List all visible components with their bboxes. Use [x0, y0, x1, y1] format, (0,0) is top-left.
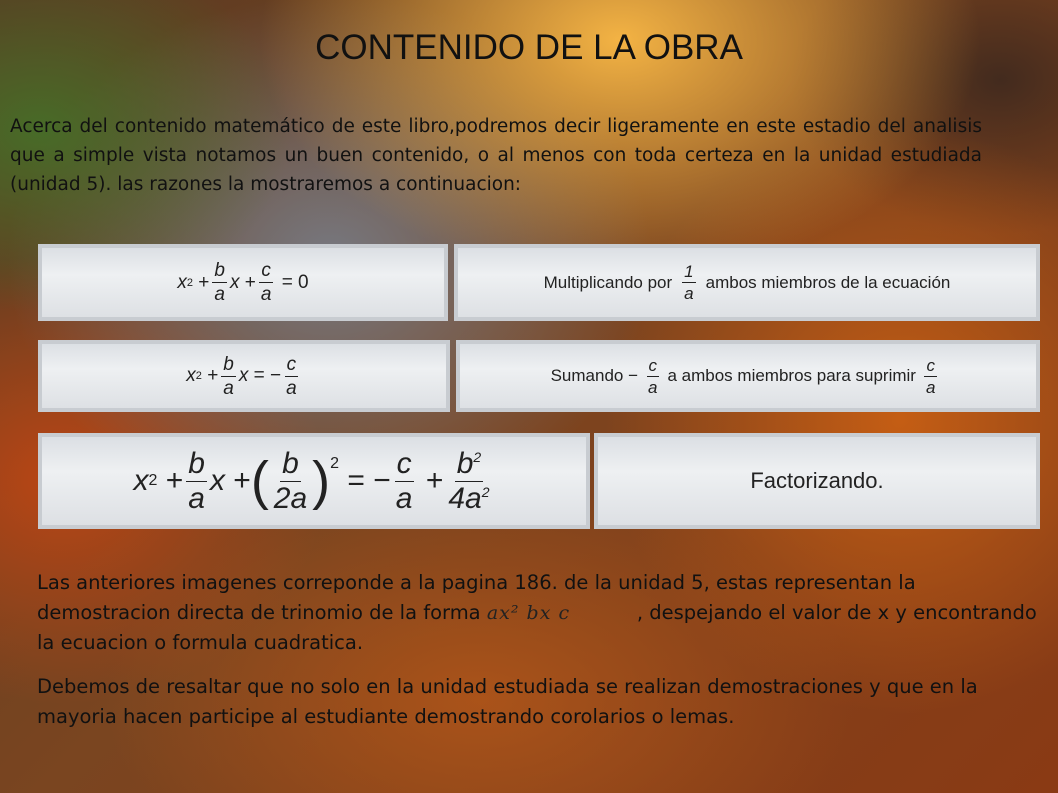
slide-title: CONTENIDO DE LA OBRA	[315, 28, 743, 67]
paragraph-conclusion: Debemos de resaltar que no solo en la unidad estudiada se realizan demostraciones y que en la mayoria hacen participe al estudiante demostrando corolarios o lemas.	[37, 675, 978, 728]
paragraph-explanation: Las anteriores imagenes correponde a la pagina 186. de la unidad 5, estas representan la demostracion directa de trinomio de la forma ax² bx c , despejando el valor de x y encontrando la ecuacion o formula cuadratica.	[37, 571, 1037, 654]
equation-box-1: x 2 + $\frac{b}{a}$ x + $\frac{c}{a}$ = 0	[38, 244, 448, 321]
equation-box-2: x 2 + $\frac{b}{a}$ x = − $\frac{c}{a}$	[38, 340, 450, 412]
explanation-box-3: Factorizando.	[594, 433, 1040, 529]
math-row-2	[38, 340, 1040, 412]
intro-paragraph: Acerca del contenido matemático de este libro,podremos decir ligeramente en este estadio del analisis que a simple vista notamos un buen contenido, o al menos con toda certeza en la unidad estudiada (unidad 5). las razones la mostraremos a continuacion:	[10, 116, 982, 195]
body-text	[37, 568, 1055, 732]
trinomial-formula-image: ax² bx c	[486, 602, 571, 624]
explanation-box-1: Multiplicando por $\frac{1}{a}$ ambos miembros de la ecuación	[454, 244, 1040, 321]
math-row-3	[38, 433, 1040, 529]
equation-box-3: x 2 + $\frac{b}{a}$ x + ( $\frac{b}{2a}$ ) $^2$ = − $\frac{c}{a}$ + $\frac{b^2}{4a^2}$	[38, 433, 590, 529]
math-row-1	[38, 244, 1040, 321]
explanation-box-2: Sumando − $\frac{c}{a}$ a ambos miembros para suprimir $\frac{c}{a}$	[456, 340, 1040, 412]
